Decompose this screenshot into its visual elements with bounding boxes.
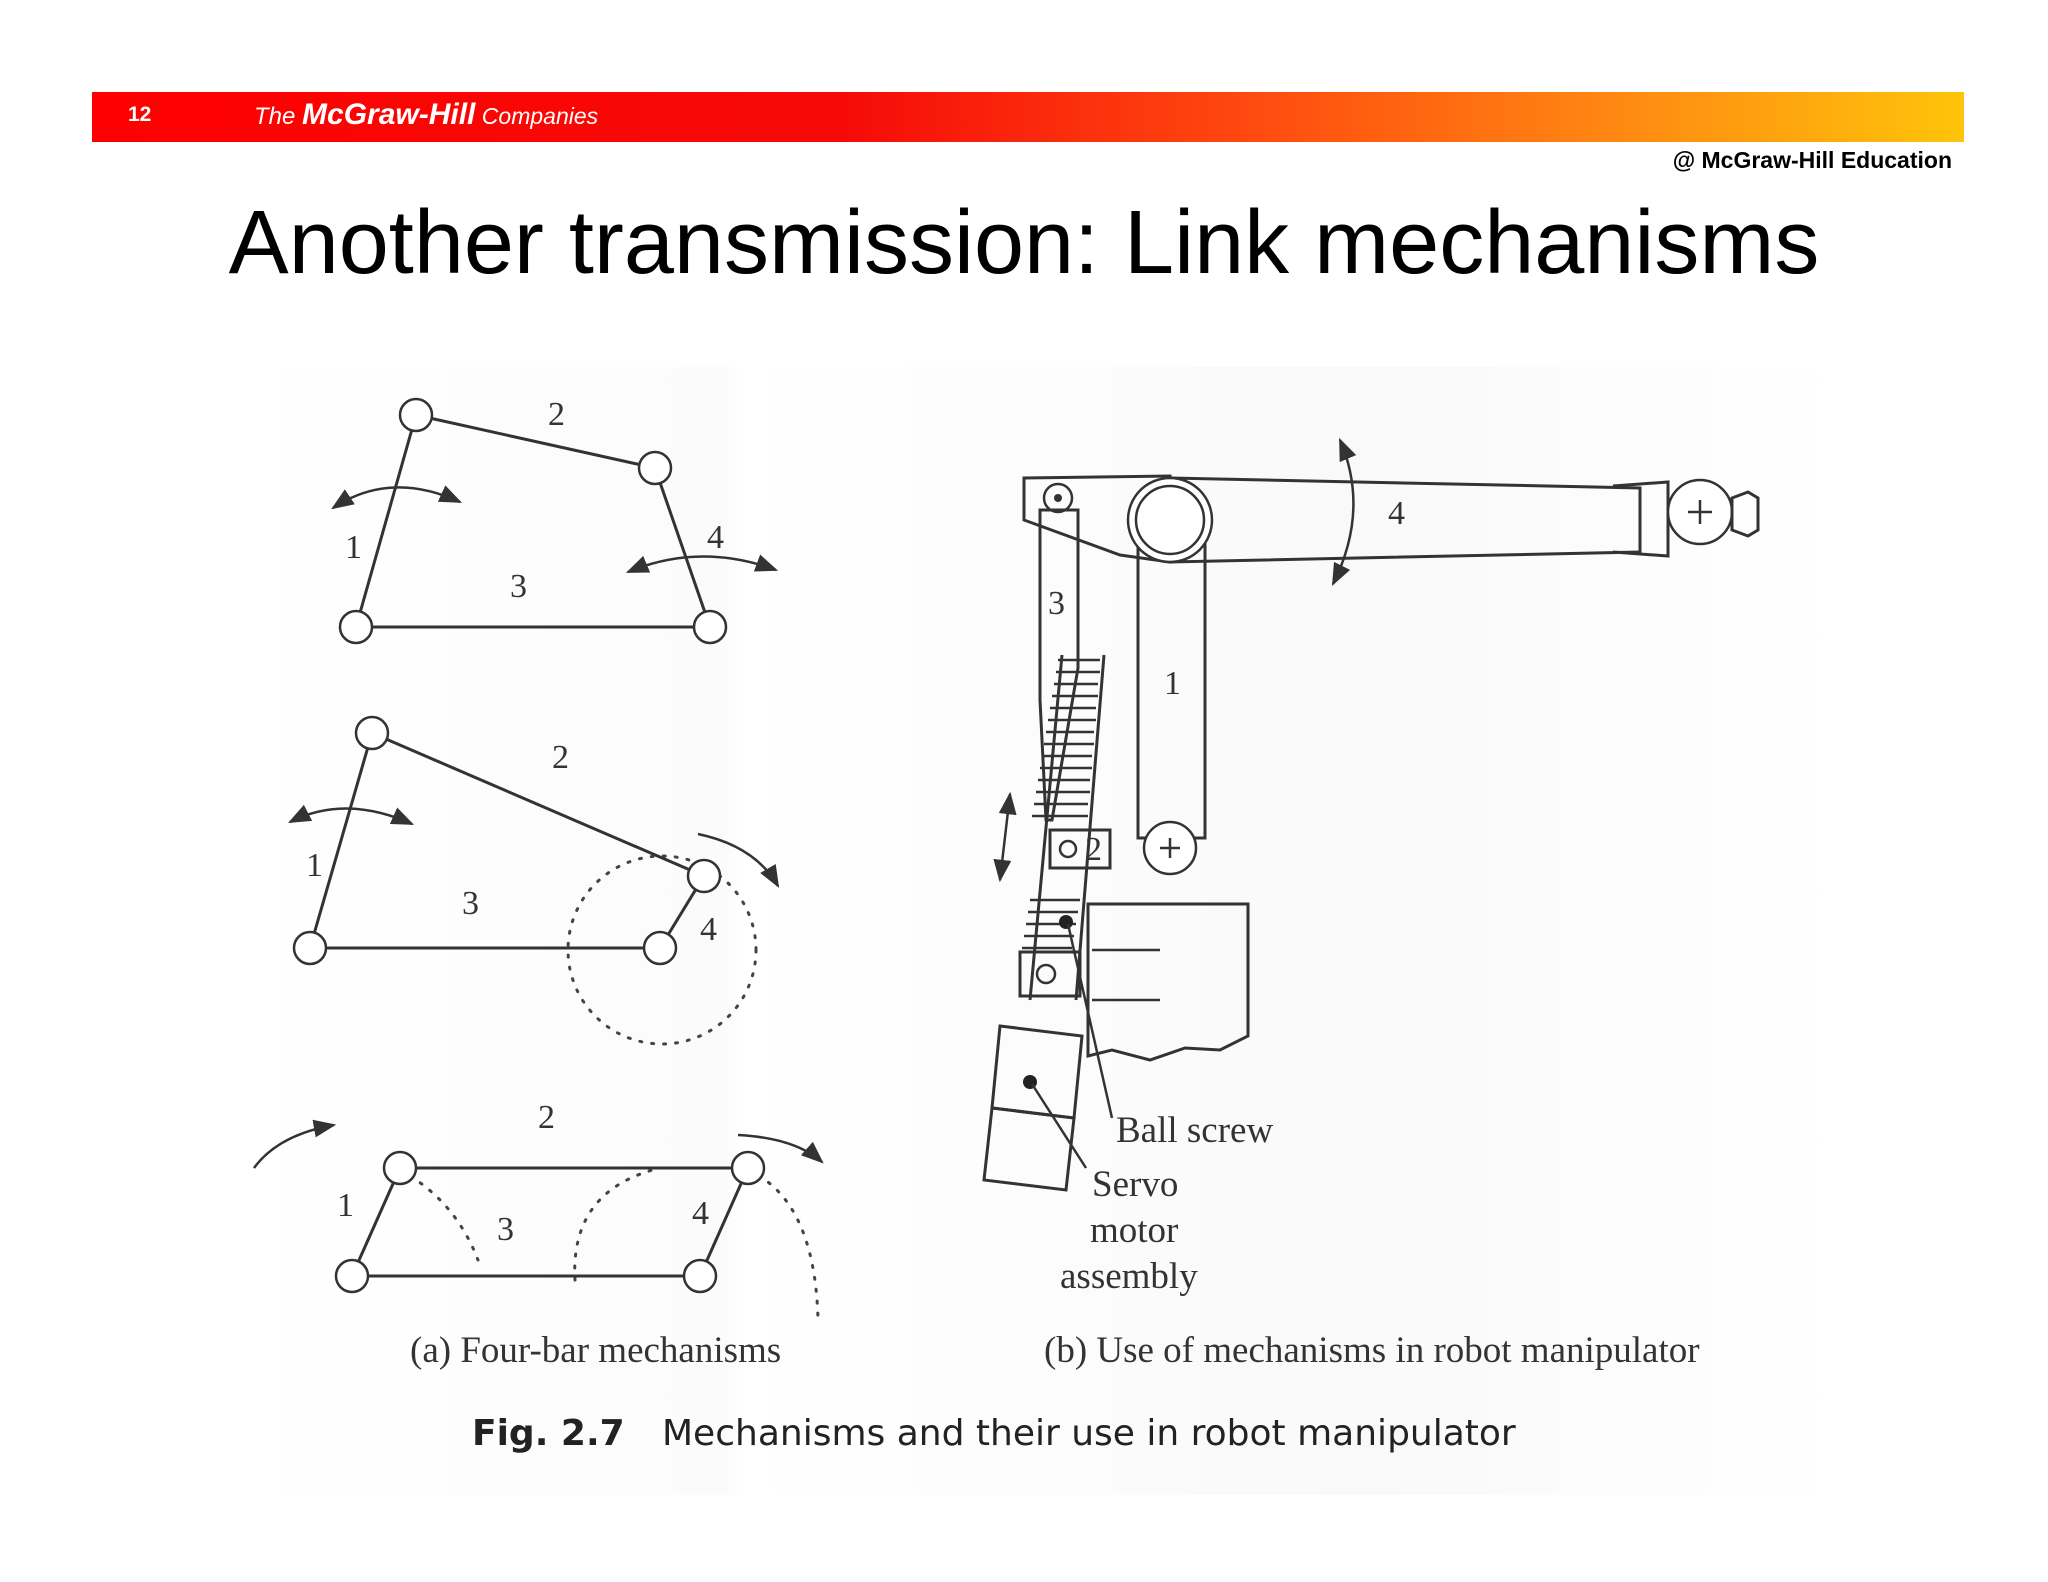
four-bar-mechanism-middle (290, 717, 778, 1044)
link-label-1: 1 (1164, 665, 1181, 702)
link-label-4: 4 (1388, 495, 1405, 532)
path-arc (575, 1168, 660, 1280)
link-label-4: 4 (707, 519, 724, 556)
slide-title: Another transmission: Link mechanisms (228, 193, 1820, 293)
link-label-4: 4 (700, 911, 717, 948)
servo-label-line-1: Servo (1092, 1164, 1179, 1205)
pin-joint (336, 1260, 368, 1292)
link-3-rod (1040, 510, 1078, 820)
rotation-arrow-link-4 (1333, 440, 1353, 584)
link-2 (416, 415, 655, 468)
caption-b: (b) Use of mechanisms in robot manipulator (1044, 1330, 1700, 1371)
pin-joint (694, 611, 726, 643)
rocking-arrow-1 (333, 487, 460, 508)
base-block (1088, 904, 1248, 1060)
ball-screw-leader (1068, 924, 1112, 1118)
link-2 (372, 733, 704, 876)
link-4 (655, 468, 710, 627)
end-effector (1732, 492, 1758, 536)
pin-joint (644, 932, 676, 964)
ball-screw-label: Ball screw (1116, 1110, 1274, 1151)
servo-label-line-2: motor (1090, 1210, 1179, 1251)
link-label-2: 2 (538, 1099, 555, 1136)
figure-number: Fig. 2.7 (472, 1413, 625, 1454)
servo-leader (1032, 1084, 1086, 1168)
pin-joint (384, 1152, 416, 1184)
pin-joint (1060, 841, 1076, 857)
company-suffix: Companies (475, 103, 599, 129)
shoulder-joint (1128, 478, 1212, 562)
link-label-2: 2 (1085, 831, 1102, 868)
pin-joint (294, 932, 326, 964)
pin-joint (684, 1260, 716, 1292)
ball-screw-dot (1059, 915, 1073, 929)
translation-arrow (1000, 794, 1010, 880)
base-block-detail (1092, 950, 1160, 1000)
four-bar-mechanism-top (333, 396, 776, 643)
pin-joint-dot (1054, 494, 1062, 502)
rocking-arrow-4 (628, 556, 776, 572)
link-1 (356, 415, 416, 627)
pin-joint (400, 399, 432, 431)
arm-link-4 (1170, 478, 1640, 562)
link-1 (310, 733, 372, 948)
caption-a: (a) Four-bar mechanisms (410, 1330, 782, 1371)
pin-joint (340, 611, 372, 643)
figure-caption: Mechanisms and their use in robot manipulator (662, 1413, 1516, 1454)
copyright-notice: @ McGraw-Hill Education (1672, 147, 1952, 173)
link-label-3: 3 (497, 1211, 514, 1248)
link-label-1: 1 (345, 529, 362, 566)
pin-joint (688, 860, 720, 892)
link-label-2: 2 (548, 396, 565, 433)
rotation-arrow-left (254, 1125, 334, 1168)
lower-bracket (1020, 952, 1080, 996)
slide-number: 12 (128, 103, 152, 126)
pin-joint (356, 717, 388, 749)
link-label-3: 3 (510, 568, 527, 605)
link-label-1: 1 (337, 1187, 354, 1224)
servo-motor (992, 1026, 1082, 1118)
company-name: McGraw-Hill (302, 98, 476, 131)
four-bar-mechanism-bottom (254, 1099, 822, 1320)
pin-joint (732, 1152, 764, 1184)
link-label-2: 2 (552, 739, 569, 776)
pin-joint (639, 452, 671, 484)
company-prefix: The (254, 103, 303, 130)
pin-joint (1037, 965, 1055, 983)
path-arc (748, 1170, 818, 1320)
link-label-4: 4 (692, 1195, 709, 1232)
link-label-3: 3 (462, 885, 479, 922)
link-label-3: 3 (1048, 585, 1065, 622)
servo-label-line-3: assembly (1060, 1256, 1198, 1297)
path-arc (400, 1170, 478, 1260)
servo-motor-lower (984, 1108, 1074, 1190)
robot-manipulator (984, 440, 1758, 1297)
link-label-1: 1 (306, 847, 323, 884)
link-1 (352, 1168, 400, 1276)
